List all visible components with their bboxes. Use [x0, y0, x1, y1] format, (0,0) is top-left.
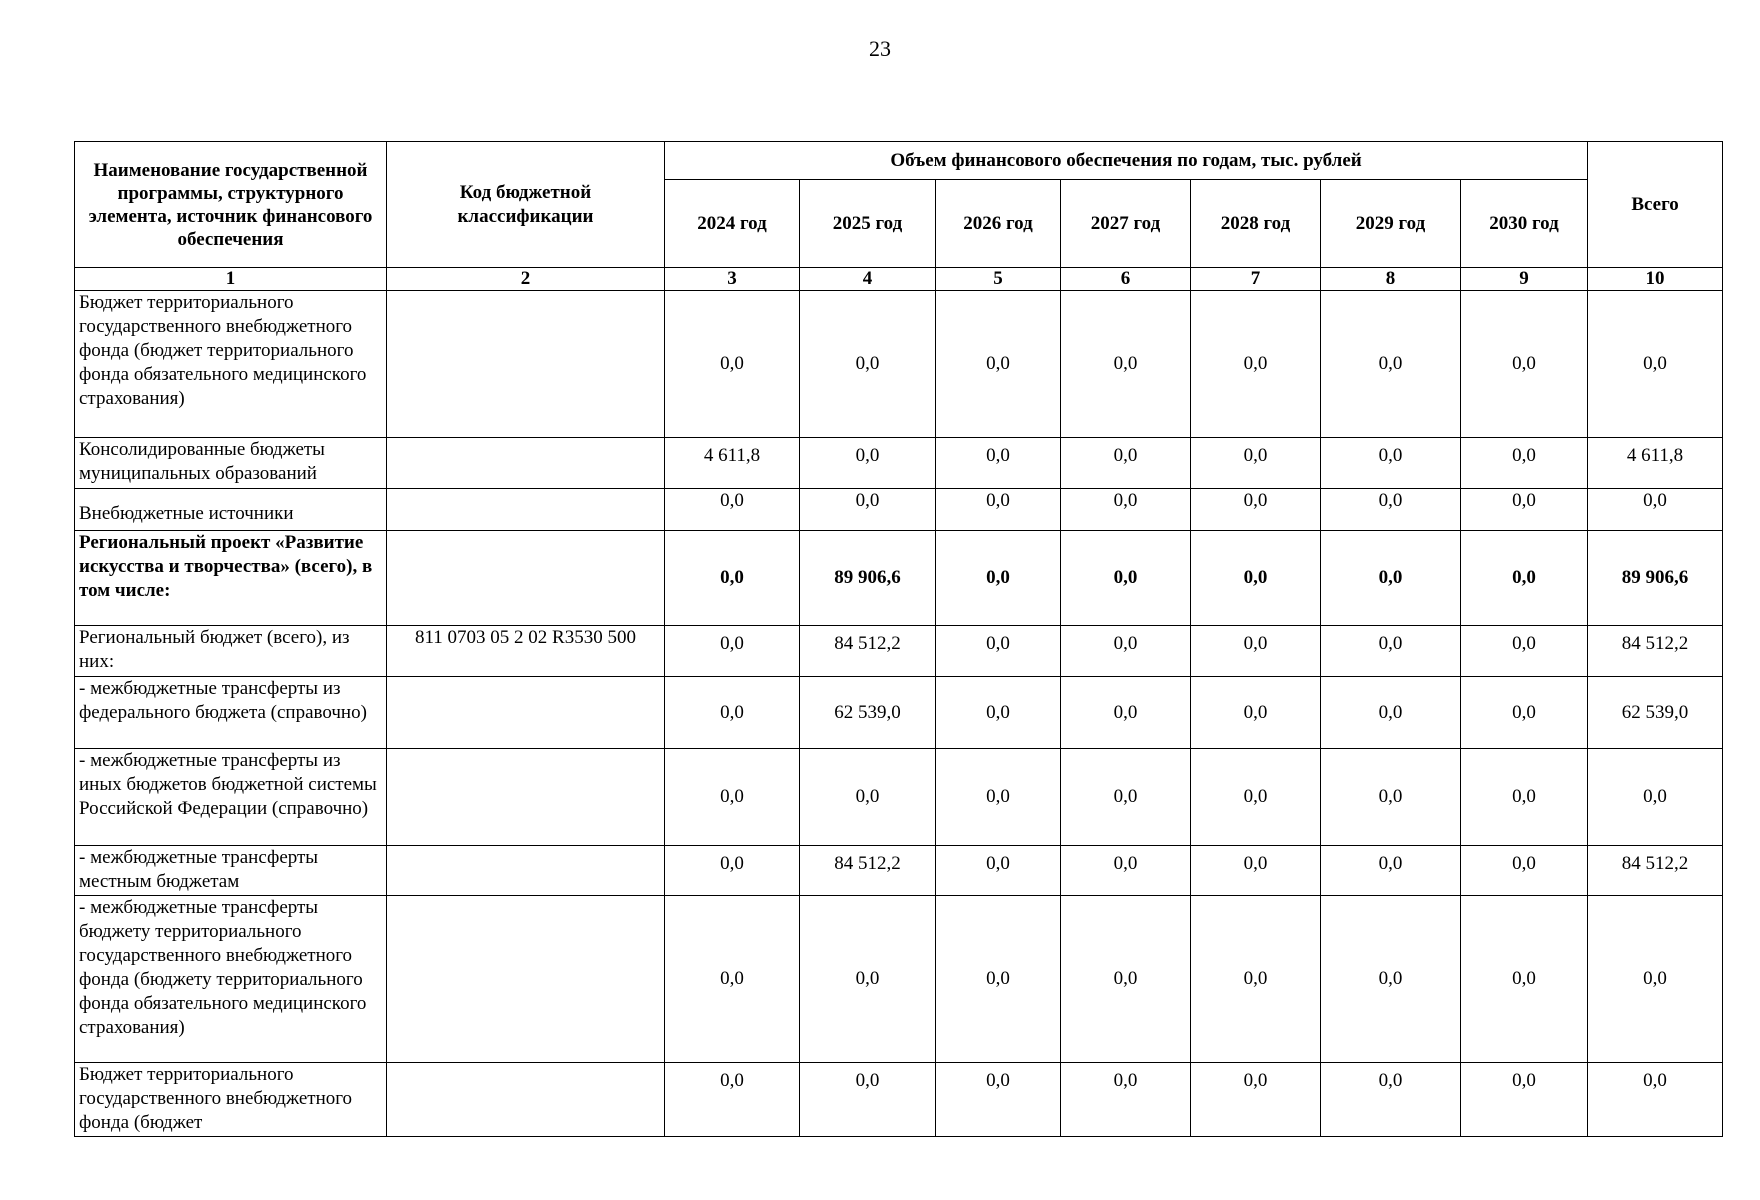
- value-cell: 0,0: [1588, 1063, 1723, 1137]
- value-cell: 0,0: [665, 896, 800, 1063]
- header-code-column: Код бюджетной классификации: [387, 142, 665, 268]
- value-cell: 0,0: [936, 626, 1061, 677]
- value-cell: 0,0: [665, 626, 800, 677]
- value-cell: 84 512,2: [1588, 846, 1723, 896]
- value-cell: 0,0: [1321, 438, 1461, 489]
- value-cell: 0,0: [800, 291, 936, 438]
- value-cell: 0,0: [1588, 749, 1723, 846]
- value-cell: 0,0: [665, 1063, 800, 1137]
- row-code: 811 0703 05 2 02 R3530 500: [387, 626, 665, 677]
- header-year: 2025 год: [800, 180, 936, 268]
- header-year: 2028 год: [1191, 180, 1321, 268]
- value-cell: 62 539,0: [800, 677, 936, 749]
- value-cell: 0,0: [1461, 749, 1588, 846]
- value-cell: 0,0: [936, 846, 1061, 896]
- header-total-column: Всего: [1588, 142, 1723, 268]
- row-name: - межбюджетные трансферты из федерального бюджета (справочно): [75, 677, 387, 749]
- row-name: - межбюджетные трансферты бюджету территориального государственного внебюджетного фонда (бюджету территориального фонда обязательного медицинского страхования): [75, 896, 387, 1063]
- value-cell: 0,0: [1061, 531, 1191, 626]
- value-cell: 0,0: [1061, 291, 1191, 438]
- table-row: [75, 749, 1723, 846]
- value-cell: 0,0: [1461, 291, 1588, 438]
- header-year: 2029 год: [1321, 180, 1461, 268]
- value-cell: 0,0: [1321, 489, 1461, 531]
- value-cell: 0,0: [665, 677, 800, 749]
- value-cell: 0,0: [1061, 677, 1191, 749]
- header-volume-group: Объем финансового обеспечения по годам, тыс. рублей: [665, 142, 1588, 180]
- row-name: Бюджет территориального государственного внебюджетного фонда (бюджет: [75, 1063, 387, 1137]
- value-cell: 0,0: [800, 1063, 936, 1137]
- row-name: Бюджет территориального государственного внебюджетного фонда (бюджет территориального фонда обязательного медицинского страхования): [75, 291, 387, 438]
- value-cell: 0,0: [1191, 438, 1321, 489]
- value-cell: 0,0: [1191, 291, 1321, 438]
- table-row: [75, 846, 1723, 896]
- value-cell: 0,0: [665, 531, 800, 626]
- value-cell: 0,0: [665, 489, 800, 531]
- value-cell: 0,0: [1588, 896, 1723, 1063]
- value-cell: 0,0: [1321, 626, 1461, 677]
- row-name: - межбюджетные трансферты местным бюджетам: [75, 846, 387, 896]
- value-cell: 84 512,2: [800, 626, 936, 677]
- value-cell: 0,0: [1061, 489, 1191, 531]
- value-cell: 0,0: [665, 291, 800, 438]
- value-cell: 0,0: [800, 749, 936, 846]
- value-cell: 0,0: [1321, 1063, 1461, 1137]
- column-number: 4: [800, 268, 936, 291]
- column-number: 6: [1061, 268, 1191, 291]
- value-cell: 0,0: [1588, 489, 1723, 531]
- row-code: [387, 846, 665, 896]
- column-number: 2: [387, 268, 665, 291]
- row-code: [387, 896, 665, 1063]
- row-name: Внебюджетные источники: [75, 489, 387, 531]
- value-cell: 4 611,8: [665, 438, 800, 489]
- value-cell: 0,0: [1461, 438, 1588, 489]
- column-number: 9: [1461, 268, 1588, 291]
- column-number: 1: [75, 268, 387, 291]
- value-cell: 4 611,8: [1588, 438, 1723, 489]
- financing-table: [74, 141, 1723, 1137]
- value-cell: 0,0: [800, 438, 936, 489]
- value-cell: 0,0: [936, 1063, 1061, 1137]
- value-cell: 0,0: [1321, 846, 1461, 896]
- value-cell: 0,0: [1461, 626, 1588, 677]
- row-code: [387, 489, 665, 531]
- value-cell: 0,0: [1588, 291, 1723, 438]
- value-cell: 0,0: [1321, 677, 1461, 749]
- value-cell: 0,0: [1191, 846, 1321, 896]
- value-cell: 0,0: [1191, 531, 1321, 626]
- value-cell: 0,0: [665, 846, 800, 896]
- table-row: [75, 626, 1723, 677]
- column-number: 3: [665, 268, 800, 291]
- value-cell: 0,0: [936, 438, 1061, 489]
- page-number: 23: [869, 36, 891, 61]
- value-cell: 0,0: [1321, 291, 1461, 438]
- header-year: 2024 год: [665, 180, 800, 268]
- value-cell: 0,0: [936, 531, 1061, 626]
- row-name: Региональный проект «Развитие искусства и творчества» (всего), в том числе:: [75, 531, 387, 626]
- value-cell: 0,0: [1461, 677, 1588, 749]
- value-cell: 0,0: [1321, 896, 1461, 1063]
- row-code: [387, 1063, 665, 1137]
- row-code: [387, 677, 665, 749]
- value-cell: 89 906,6: [800, 531, 936, 626]
- value-cell: 0,0: [1321, 531, 1461, 626]
- value-cell: 0,0: [936, 291, 1061, 438]
- value-cell: 0,0: [665, 749, 800, 846]
- value-cell: 0,0: [1461, 846, 1588, 896]
- value-cell: 0,0: [936, 749, 1061, 846]
- value-cell: 0,0: [800, 896, 936, 1063]
- value-cell: 0,0: [936, 896, 1061, 1063]
- value-cell: 0,0: [1061, 846, 1191, 896]
- value-cell: 0,0: [1061, 749, 1191, 846]
- value-cell: 0,0: [1191, 1063, 1321, 1137]
- value-cell: 0,0: [1321, 749, 1461, 846]
- row-code: [387, 531, 665, 626]
- column-number: 10: [1588, 268, 1723, 291]
- value-cell: 0,0: [1191, 677, 1321, 749]
- value-cell: 0,0: [1061, 896, 1191, 1063]
- value-cell: 0,0: [1461, 896, 1588, 1063]
- value-cell: 89 906,6: [1588, 531, 1723, 626]
- row-code: [387, 749, 665, 846]
- header-year: 2027 год: [1061, 180, 1191, 268]
- value-cell: 0,0: [1061, 438, 1191, 489]
- row-name: - межбюджетные трансферты из иных бюджетов бюджетной системы Российской Федерации (справочно): [75, 749, 387, 846]
- table-row: [75, 489, 1723, 531]
- value-cell: 84 512,2: [800, 846, 936, 896]
- value-cell: 62 539,0: [1588, 677, 1723, 749]
- row-name: Консолидированные бюджеты муниципальных образований: [75, 438, 387, 489]
- value-cell: 0,0: [936, 489, 1061, 531]
- header-year: 2026 год: [936, 180, 1061, 268]
- row-code: [387, 438, 665, 489]
- column-number: 8: [1321, 268, 1461, 291]
- value-cell: 0,0: [1191, 626, 1321, 677]
- table-row: [75, 291, 1723, 438]
- value-cell: 0,0: [1061, 626, 1191, 677]
- value-cell: 0,0: [1061, 1063, 1191, 1137]
- value-cell: 0,0: [936, 677, 1061, 749]
- header-name-column: Наименование государственной программы, структурного элемента, источник финансового обеспечения: [75, 142, 387, 268]
- column-number: 7: [1191, 268, 1321, 291]
- value-cell: 0,0: [800, 489, 936, 531]
- row-code: [387, 291, 665, 438]
- value-cell: 0,0: [1461, 1063, 1588, 1137]
- table-row: [75, 531, 1723, 626]
- table-row: [75, 677, 1723, 749]
- value-cell: 0,0: [1461, 489, 1588, 531]
- value-cell: 0,0: [1461, 531, 1588, 626]
- table-row: [75, 1063, 1723, 1137]
- table-row: [75, 438, 1723, 489]
- header-year: 2030 год: [1461, 180, 1588, 268]
- value-cell: 0,0: [1191, 749, 1321, 846]
- value-cell: 0,0: [1191, 896, 1321, 1063]
- table-row: [75, 896, 1723, 1063]
- column-number: 5: [936, 268, 1061, 291]
- value-cell: 0,0: [1191, 489, 1321, 531]
- value-cell: 84 512,2: [1588, 626, 1723, 677]
- row-name: Региональный бюджет (всего), из них:: [75, 626, 387, 677]
